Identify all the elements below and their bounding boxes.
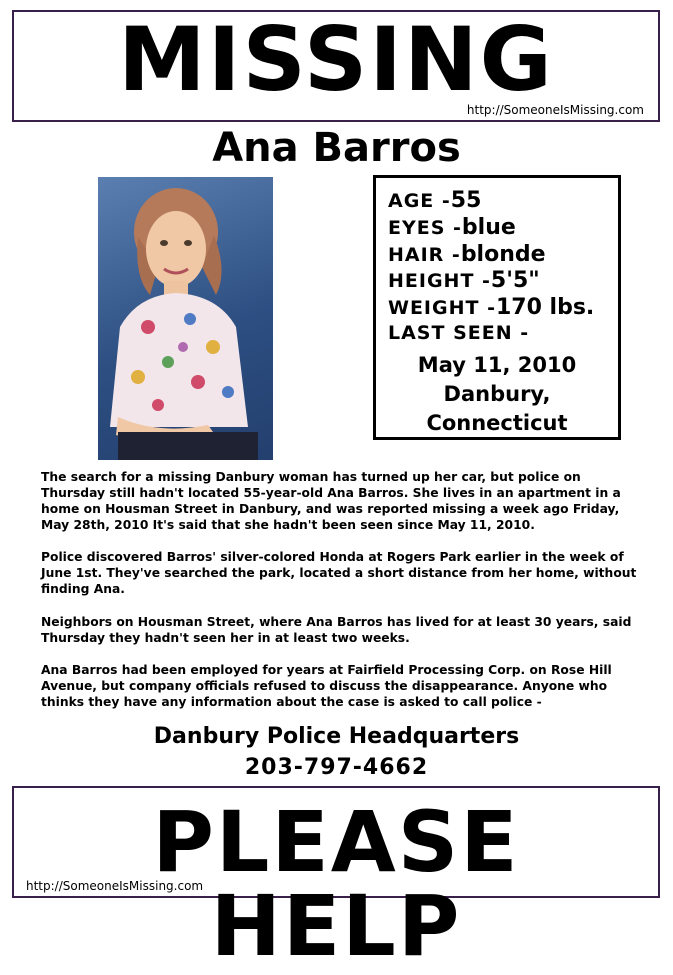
height-row	[388, 270, 540, 292]
height-value: 5'5"	[490, 268, 540, 293]
header-banner	[12, 10, 660, 122]
story-paragraph: The search for a missing Danbury woman has turned up her car, but police on Thursday still hadn't located 55-year-old Ana Barros. She lives in an apartment in a home on Housman Street in Danbury, and was reported missing a week ago Friday, May 28th, 2010 It's said that she hadn't been seen since May 11, 2010.	[41, 470, 621, 532]
last-seen-label: LAST SEEN -	[388, 322, 530, 344]
contact-phone: 203-797-4662	[244, 755, 429, 780]
weight-row	[388, 297, 594, 319]
contact-agency: Danbury Police Headquarters	[153, 724, 520, 749]
missing-title: MISSING	[118, 8, 554, 111]
story-paragraph: Ana Barros had been employed for years at Fairfield Processing Corp. on Rose Hill Avenue, but company officials refused to discuss the disappearance. Anyone who thinks they have any information about the case is asked to call police -	[41, 663, 612, 709]
story-paragraph: Police discovered Barros' silver-colored Honda at Rogers Park earlier in the week of June 1st. They've searched the park, located a short distance from her home, without finding Ana.	[41, 550, 637, 596]
last-seen-state: Connecticut	[426, 411, 568, 435]
story-paragraph: Neighbors on Housman Street, where Ana Barros has lived for at least 30 years, said Thursday they hadn't seen her in at least two weeks.	[41, 615, 632, 645]
height-label: HEIGHT -	[388, 270, 491, 292]
hair-value: blonde	[460, 242, 546, 267]
details-box	[373, 175, 621, 440]
hair-label: HAIR -	[388, 244, 461, 266]
person-name: Ana Barros	[212, 125, 461, 171]
header-url: http://SomeoneIsMissing.com	[466, 103, 644, 117]
hair-row	[388, 244, 546, 266]
eyes-row	[388, 217, 516, 239]
weight-value: 170 lbs.	[495, 295, 595, 320]
eyes-label: EYES -	[388, 217, 462, 239]
age-row	[388, 190, 481, 212]
age-label: AGE -	[388, 190, 451, 212]
weight-label: WEIGHT -	[388, 297, 496, 319]
person-photo	[98, 177, 273, 460]
footer-banner	[12, 786, 660, 975]
age-value: 55	[450, 188, 482, 213]
last-seen-row	[388, 324, 529, 343]
last-seen-date: May 11, 2010	[417, 353, 577, 377]
please-help-title: PLEASE HELP	[152, 793, 520, 975]
footer-url: http://SomeoneIsMissing.com	[26, 879, 204, 893]
last-seen-city: Danbury,	[443, 382, 551, 406]
portrait-illustration	[98, 177, 273, 460]
eyes-value: blue	[461, 215, 516, 240]
